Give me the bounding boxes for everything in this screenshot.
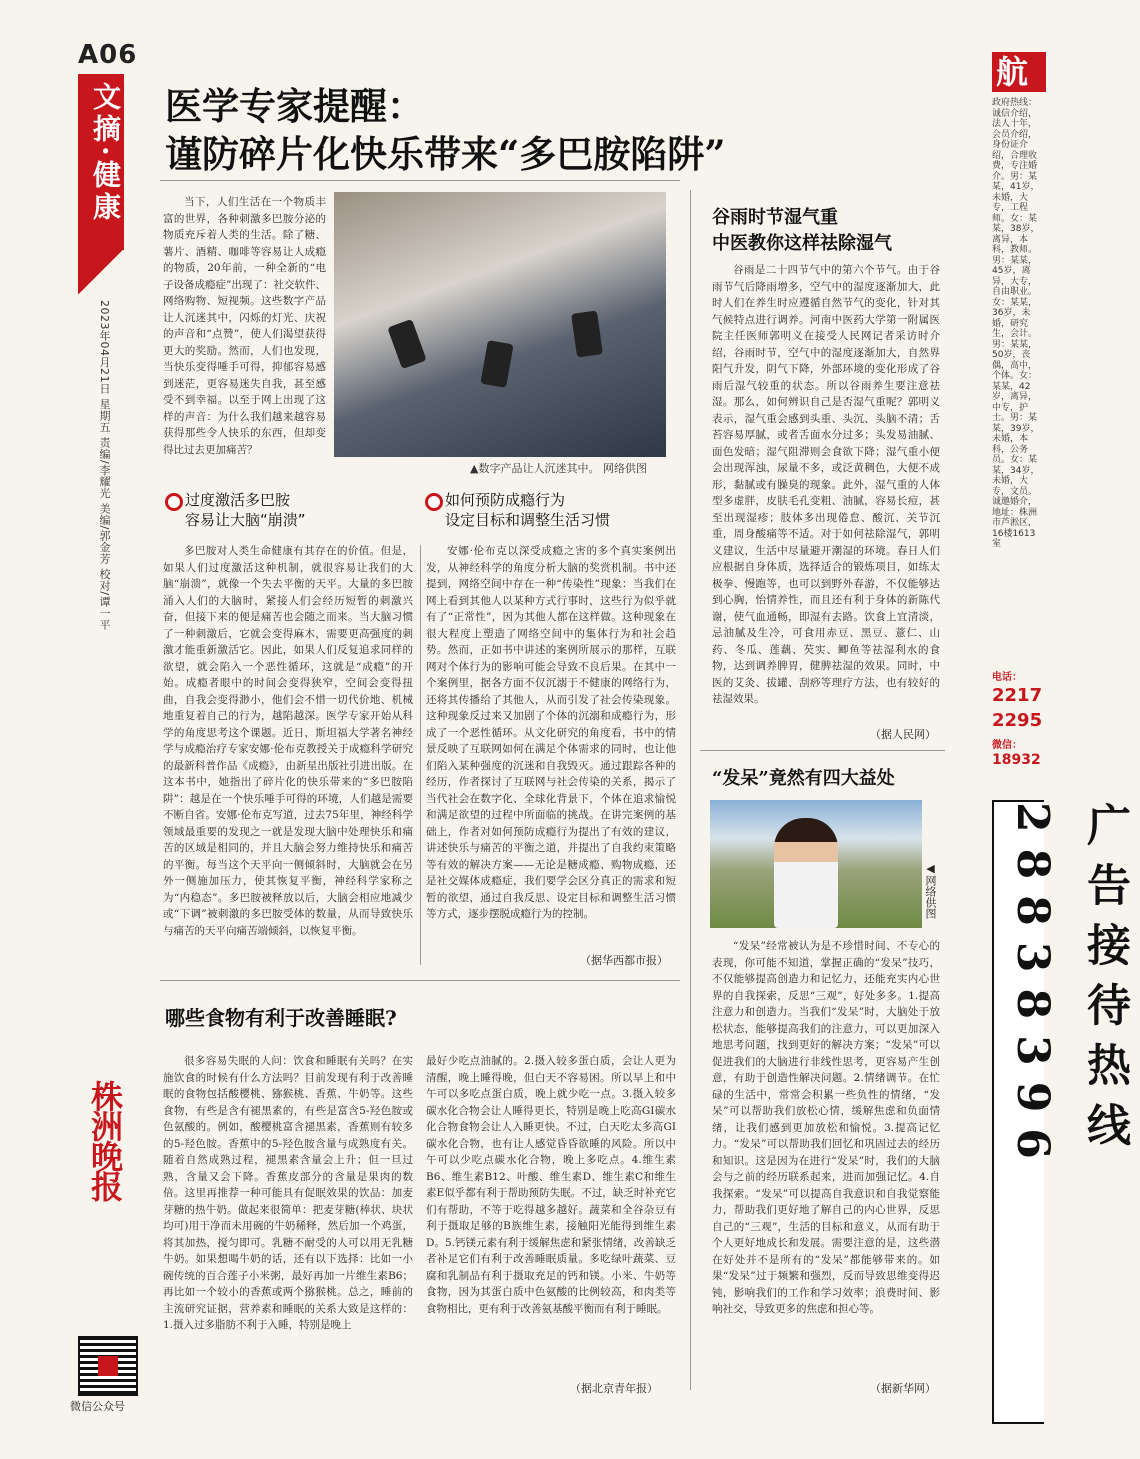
person-figure xyxy=(774,818,838,928)
dateline: 2023年04月21日 星期五 责编/李耀光 美编/郭金芳 校对/谭一平 xyxy=(98,300,111,631)
main-title-line2: 谨防碎片化快乐带来“多巴胺陷阱” xyxy=(165,132,726,176)
bullet-icon xyxy=(165,493,183,511)
strip-phone1: 2217 xyxy=(992,685,1043,706)
subhead-prevention xyxy=(445,490,610,530)
right-column-divider xyxy=(690,190,691,1390)
phone-icon xyxy=(387,319,426,369)
section-banner-corner xyxy=(78,250,124,294)
right-article-divider xyxy=(700,750,945,751)
subhead-prevention-line1: 如何预防成瘾行为 xyxy=(445,491,566,509)
title-rule xyxy=(160,180,680,181)
subhead-dopamine xyxy=(185,490,306,530)
strip-phone-label: 电话： xyxy=(992,672,1022,683)
strip-wechat-label: 微信： xyxy=(992,740,1022,751)
page-number: A06 xyxy=(78,40,138,70)
damp-article-title xyxy=(712,205,892,257)
daze-article-title: “发呆”竟然有四大益处 xyxy=(712,768,895,789)
qr-logo-icon xyxy=(98,1356,118,1376)
main-intro: 当下，人们生活在一个物质丰富的世界，各种刺激多巴胺分泌的物质充斥着人类的生活。除了糖、薯片、酒精、咖啡等容易让人成瘾的物质，20年前，一种全新的“电子设备成瘾症”出现了：社交软件、网络购物、短视频。这些数字产品让人沉迷其中，闪烁的灯光、庆祝的声音和“点赞”，使人们渴望获得更大的奖励。然而，人们也发现，当快乐变得唾手可得，抑郁容易感到迷茫，更容易迷失自我，甚至感受不到幸福。以至于网上出现了这样的声音：为什么我们越来越容易获得那些令人快乐的东西，但却变得比过去更加痛苦？ xyxy=(163,196,326,456)
photo-caption: ▲数字产品让人沉迷其中。 网络供图 xyxy=(470,462,647,475)
subhead-prevention-line2: 设定目标和调整生活习惯 xyxy=(445,511,611,529)
damp-source: （据人民网） xyxy=(870,728,936,741)
main-source: （据华西都市报） xyxy=(580,954,668,967)
bullet-icon xyxy=(425,493,443,511)
sleep-body-right: 最好少吃点油腻的。2.摄入较多蛋白质，会让人更为清醒，晚上睡得晚，但白天不容易困。所以早上和中午可以多吃点蛋白质，晚上就少吃一点。3.摄入较多碳水化合物会让人睡得更长，特别是晚上吃高GI碳水化合物食物会让人入睡更快。不过，白天吃太多高GI碳水化合物，也有让人感觉昏昏欲睡的风险。所以中午可以少吃点碳水化合物，晚上多吃点。4.维生素B6、维生素B12、叶酸、维生素D、维生素C和维生素E似乎都有利于帮助预防失眠。不过，缺乏时补充它们有帮助，不等于吃得越多越好。蔬菜和全谷杂豆有利于摄取足够的B族维生素，接触阳光能得到维生素D。5.钙镁元素有利于缓解焦虑和紧张情绪，改善缺乏者补足它们有利于改善睡眠质量。多吃绿叶蔬菜、豆腐和乳制品有利于摄取充足的钙和镁。小米、牛奶等食物，因为其蛋白质中色氨酸的比例较高，和肉类等食物相比，更有利于改善氨基酸平衡而有利于睡眠。 xyxy=(426,1055,676,1315)
newspaper-logo: 株洲晚报 xyxy=(86,1080,124,1200)
main-title-line1: 医学专家提醒： xyxy=(165,84,424,128)
daze-body: “发呆”经常被认为是不珍惜时间、不专心的表现，你可能不知道，掌握正确的“发呆”技巧，不仅能够提高创造力和记忆力，还能充实内心世界的自我探索，反思“三观”，好处多多。1.提高注意力和创造力。当我们“发呆”时，大脑处于放松状态，能够提高我们的注意力，可以更加深入地思考问题，找到更好的解决方案；“发呆”可以促进我们的大脑进行非线性思考，更容易产生创意，有助于创造性解决问题。2.情绪调节。在忙碌的生活中，常常会积累一些负性的情绪，“发呆”可以帮助我们放松心情，缓解焦虑和负面情绪，让我们感到更加放松和愉悦。3.提高记忆力。“发呆”可以帮助我们回忆和巩固过去的经历和知识。这是因为在进行“发呆”时，我们的大脑会与之前的经历联系起来，进而加强记忆。4.自我探索。“发呆”可以提高自我意识和自我觉察能力，帮助我们更好地了解自己的内心世界，反思自己的“三观”，生活的目标和意义，从而有助于个人更好地成长和发展。需要注意的是，这些潜在好处并不是所有的“发呆”都能够带来的。如果“发呆”过于频繁和强烈，反而导致思维变得迟钝，影响我们的工作和学习效率；浪费时间、影响社交，导致更多的焦虑和担心等。 xyxy=(712,940,940,1315)
phones-photo xyxy=(334,192,666,457)
subhead-dopamine-line2: 容易让大脑“崩溃” xyxy=(185,511,306,529)
sleep-article-title: 哪些食物有利于改善睡眠? xyxy=(165,1006,397,1030)
main-article-title xyxy=(165,82,726,178)
article-divider xyxy=(160,980,680,981)
dopamine-body: 多巴胺对人类生命健康有其存在的价值。但是，如果人们过度激活这种机制，就很容易让我们的大脑“崩溃”，就像一个失去平衡的天平。大量的多巴胺涌入人们的大脑时，紧接人们会经历短暂的刺激兴奋，但接下来的便是痛苦也会随之而来。当大脑习惯了一种刺激后，它就会变得麻木，需要更高强度的刺激才能重新激活它。因此，如果人们反复追求同样的欲望，就会陷入一个恶性循环，这就是“成瘾”的开始。成瘾者眼中的时间会变得狭窄，空间会变得扭曲，自我会变得渺小，他们会不惜一切代价地、机械地重复着自己的行为，越陷越深。医学专家开始从科学的角度思考这个课题。近日，斯坦福大学著名神经学与成瘾治疗专家安娜·伦布克教授关于成瘾科学研究的最新科普作品《成瘾》，由新星出版社引进出版。在这本书中，她指出了碎片化的快乐带来的“多巴胺陷阱”：越是在一个快乐唾手可得的环境，人们越是需要不断自省。安娜·伦布克写道，过去75年里，神经科学领域最重要的发现之一就是发现大脑中处理快乐和痛苦的区域是相同的，并且大脑会努力维持快乐和痛苦的平衡。每当这个天平向一侧倾斜时，大脑就会在另外一侧施加压力，使其恢复平衡，神经科学家称之为“内稳态”。多巴胺被释放以后，大脑会相应地减少或“下调”被刺激的多巴胺受体的数量，从而导致快乐与痛苦的天平向痛苦端倾斜，以恢复平衡。 xyxy=(163,545,413,937)
damp-body: 谷雨是二十四节气中的第六个节气。由于谷雨节气后降雨增多，空气中的湿度逐渐加大，此时人们在养生时应遵循自然节气的变化，针对其气候特点进行调养。河南中医药大学第一附属医院主任医师郭明义在接受人民网记者采访时介绍，谷雨时节，空气中的湿度逐渐加大，自然界阳气升发，阴气下降，外部环境的变化形成了谷雨后湿气较重的状态。所以谷雨养生要注意祛湿。那么，如何辨识自己是否湿气重呢？郭明义表示，湿气重会感到头重、头沉、头脑不清；舌苔容易厚腻，或者舌面水分过多；头发易油腻、面色发暗；湿气阻滞则会食欲下降；湿气重小便会出现浑浊，尿量不多，或泛黄稠色，大便不成形，黏腻或有臊臭的现象。此外，湿气重的人体型多虚胖，皮肤毛孔变粗、油腻，容易长痘，甚至出现湿疹；肢体多出现倦怠、酸沉、关节沉重，周身酸痛等不适。对于如何祛除湿气，郭明义建议，生活中尽量避开潮湿的环境。春日人们应根据自身体质，选择适合的锻炼项目，如练太极拳、慢跑等，也可以到野外春游，不仅能够达到心胸，怡情养性，而且还有利于身体的新陈代谢，使气血通畅，即湿有去路。饮食上宜清淡，忌油腻及生冷，可食用赤豆、黑豆、薏仁、山药、冬瓜、莲藕、芡实、鲫鱼等祛湿利水的食物，达到调养脾胃，健脾祛湿的效果。同时，中医的艾灸、拔罐、刮痧等理疗方法，也有较好的祛湿效果。 xyxy=(712,264,940,705)
adjacent-page-strip xyxy=(980,40,1130,1420)
prevention-body: 安娜·伦布克以深受成瘾之害的多个真实案例出发，从神经科学的角度分析大脑的奖赏机制。书中还提到，网络空间中存在一种“传染性”现象：当我们在网上看到其他人以某种方式行事时，这些行为似乎就有了“正常性”，因为其他人都在这样做。这种现象在很大程度上塑造了网络空间中的集体行为和社会趋势。然而，正如书中讲述的案例所展示的那样，互联网对个体行为的影响可能会导致不良后果。在其中一个案例里，据各方面不仅沉溺于不健康的网络行为，还将其传播给了其他人，从而引发了社会传染现象。这种现象反过来又加剧了个体的沉溺和成瘾行为，形成了一个恶性循环。从文化研究的角度看，书中的情景反映了互联网如何在满足个体需求的同时，也让他们陷入某种强度的沉迷和自我毁灭。通过跟踪各种的经历，作者探讨了互联网与社会传染的关系，揭示了当代社会在数字化、全球化背景下，个体在追求愉悦和满足欲望的过程中所面临的挑战。在讲完案例的基础上，作者对如何预防成瘾行为提出了有效的建议，讲述快乐与痛苦的平衡之道，并提出了自我约束策略等有效的解决方案——无论是糖成瘾、购物成瘾，还是社交媒体成瘾症，我们要学会区分真正的需求和短暂的欲望，通过自我反思、设定目标和调整生活习惯等方式，逐步摆脱成瘾行为的控制。 xyxy=(426,545,676,920)
strip-ad-box xyxy=(992,800,1130,1424)
sleep-source: （据北京青年报） xyxy=(570,1382,658,1395)
subhead-dopamine-line1: 过度激活多巴胺 xyxy=(185,491,291,509)
damp-title-line2: 中医教你这样祛除湿气 xyxy=(712,233,892,254)
section-label: 文摘·健康 xyxy=(89,82,122,224)
strip-ad-text: 广告接待热线28838396 xyxy=(1007,802,1130,1175)
column-divider xyxy=(420,545,421,965)
strip-wechat: 18932 xyxy=(992,752,1041,768)
phone-icon xyxy=(571,310,603,357)
sleep-body-left: 很多容易失眠的人问：饮食和睡眠有关吗？在实施饮食的时候有什么方法吗？目前发现有利于改善睡眠的食物包括酸樱桃、猕猴桃、香蕉、牛奶等。这些食物，有些是含有褪黑素的，有些是富含5-羟色胺或色氨酸的。例如，酸樱桃富含褪黑素，香蕉则有较多的5-羟色胺。香蕉中的5-羟色胺含量与成熟度有关。随着自然成熟过程，褪黑素含量会上升；但一旦过熟，含量又会下降。香蕉皮部分的含量是果肉的数倍。这里再推荐一种可能具有促眠效果的饮品：加麦芽糖的热牛奶。做起来很简单：把麦芽糖(棒状、块状均可)用干净而未用碗的牛奶稀释，然后加一个鸡蛋，将其加热，搅匀即可。乳糖不耐受的人可以用无乳糖牛奶。如果想喝牛奶的话，还有以下选择：比如一小碗传统的百合莲子小米粥，最好再加一片维生素B6；再比如一个较小的香蕉或两个猕猴桃。总之，睡前的主流研究证据，营养素和睡眠的关系大致是这样的：1.摄入过多脂肪不利于入睡，特别是晚上 xyxy=(163,1055,413,1331)
daze-photo-caption: ◀网络供图 xyxy=(924,862,937,919)
qr-code-icon[interactable] xyxy=(78,1336,138,1396)
strip-phone2: 2295 xyxy=(992,710,1043,731)
phone-icon xyxy=(480,340,513,388)
daze-source: （据新华网） xyxy=(870,1382,936,1395)
strip-heading: 航 xyxy=(992,52,1046,92)
damp-title-line1: 谷雨时节湿气重 xyxy=(712,207,838,228)
woman-on-grass-photo xyxy=(710,800,922,928)
strip-listings: 政府热线：诚信介绍，法人十年，会员介绍，身份证介绍，合理收费，专注婚介。男：某某，41岁，未婚，大专，工程师。女：某某，38岁，离异，本科，教师。男：某某，45岁，离异，大专，自由职业。女：某某，36岁，未婚，研究生，会计。男：某某，50岁，丧偶，高中，个体。女：某某，42岁，离异，中专，护士。男：某某，39岁，未婚，本科，公务员。女：某某，34岁，未婚，大专，文员。诚邀婚介，地址：株洲市芦淞区，16楼1613室 xyxy=(992,98,1040,549)
qr-caption: 微信公众号 xyxy=(70,1400,125,1413)
